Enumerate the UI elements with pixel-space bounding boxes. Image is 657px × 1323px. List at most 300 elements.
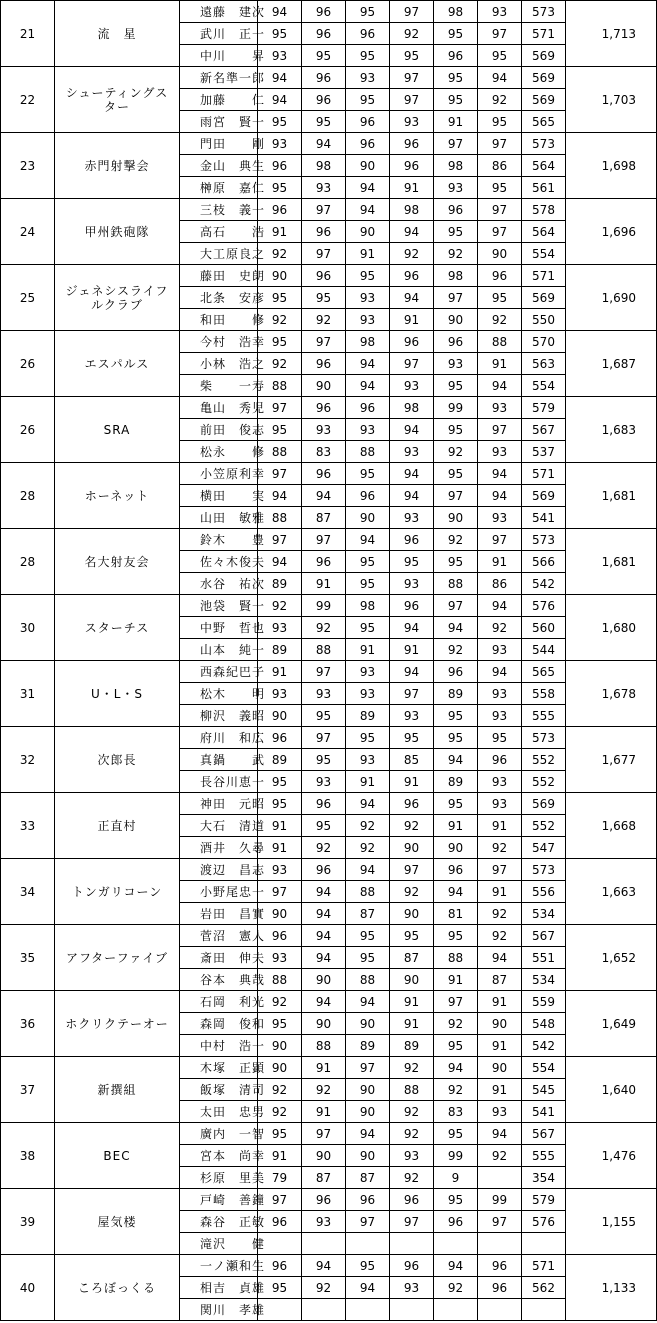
series-score: 93 (346, 287, 390, 309)
series-score: 97 (302, 727, 346, 749)
series-score: 94 (346, 1277, 390, 1299)
series-score: 94 (258, 67, 302, 89)
series-score: 96 (258, 1255, 302, 1277)
series-score: 92 (258, 595, 302, 617)
member-name: 亀山 秀児 (180, 397, 258, 419)
series-score: 92 (390, 243, 434, 265)
series-score: 96 (390, 529, 434, 551)
member-subtotal: 564 (522, 155, 566, 177)
series-score: 95 (258, 1013, 302, 1035)
series-score: 94 (302, 925, 346, 947)
series-score: 96 (434, 199, 478, 221)
series-score: 95 (434, 67, 478, 89)
series-score: 81 (434, 903, 478, 925)
member-subtotal: 567 (522, 1123, 566, 1145)
series-score: 95 (478, 45, 522, 67)
series-score: 91 (478, 1079, 522, 1101)
table-row (1, 529, 657, 551)
series-score: 97 (302, 1123, 346, 1145)
series-score: 90 (434, 309, 478, 331)
series-score: 93 (478, 683, 522, 705)
member-subtotal: 544 (522, 639, 566, 661)
series-score: 93 (478, 771, 522, 793)
member-name: 水谷 祐次 (180, 573, 258, 595)
series-score: 89 (434, 683, 478, 705)
member-subtotal: 542 (522, 573, 566, 595)
series-score: 96 (302, 89, 346, 111)
series-score: 87 (346, 1167, 390, 1189)
member-subtotal: 554 (522, 1057, 566, 1079)
member-name: 前田 俊志 (180, 419, 258, 441)
series-score: 92 (302, 837, 346, 859)
series-score: 98 (302, 155, 346, 177)
table-row (1, 1255, 657, 1277)
team-name: スターチス (55, 595, 180, 661)
series-score: 90 (258, 265, 302, 287)
series-score: 95 (346, 265, 390, 287)
series-score (478, 1233, 522, 1255)
series-score: 95 (302, 45, 346, 67)
series-score: 83 (302, 441, 346, 463)
series-score: 97 (434, 485, 478, 507)
series-score: 90 (346, 155, 390, 177)
series-score: 90 (302, 1145, 346, 1167)
member-name: 中野 哲也 (180, 617, 258, 639)
series-score: 95 (302, 287, 346, 309)
series-score: 89 (346, 1035, 390, 1057)
series-score: 96 (346, 133, 390, 155)
series-score: 95 (434, 89, 478, 111)
series-score: 96 (258, 727, 302, 749)
member-subtotal: 562 (522, 1277, 566, 1299)
series-score: 83 (434, 1101, 478, 1123)
series-score: 94 (346, 793, 390, 815)
series-score: 91 (346, 639, 390, 661)
series-score (346, 1233, 390, 1255)
series-score: 96 (390, 133, 434, 155)
series-score: 96 (346, 485, 390, 507)
series-score: 96 (390, 1255, 434, 1277)
series-score: 93 (346, 661, 390, 683)
team-name: 流 星 (55, 1, 180, 67)
member-subtotal: 552 (522, 749, 566, 771)
series-score: 95 (434, 419, 478, 441)
series-score: 88 (346, 441, 390, 463)
series-score: 88 (258, 969, 302, 991)
series-score: 91 (478, 1035, 522, 1057)
series-score: 96 (258, 925, 302, 947)
team-name: トンガリコーン (55, 859, 180, 925)
series-score: 96 (390, 265, 434, 287)
series-score: 94 (346, 1123, 390, 1145)
team-total: 1,155 (566, 1189, 657, 1255)
member-name: 山田 敏雅 (180, 507, 258, 529)
series-score: 95 (390, 45, 434, 67)
table-row (1, 67, 657, 89)
series-score: 94 (302, 881, 346, 903)
series-score: 92 (258, 309, 302, 331)
series-score: 96 (390, 155, 434, 177)
member-subtotal: 561 (522, 177, 566, 199)
member-name: 門田 剛 (180, 133, 258, 155)
series-score: 96 (478, 265, 522, 287)
member-name: 金山 典生 (180, 155, 258, 177)
team-total: 1,663 (566, 859, 657, 925)
series-score: 95 (258, 1123, 302, 1145)
team-rank: 23 (1, 133, 55, 199)
series-score: 93 (478, 1101, 522, 1123)
series-score: 97 (390, 353, 434, 375)
series-score: 93 (478, 1, 522, 23)
series-score: 94 (478, 947, 522, 969)
team-rank: 39 (1, 1189, 55, 1255)
series-score: 94 (302, 133, 346, 155)
series-score: 96 (302, 1, 346, 23)
series-score: 96 (346, 111, 390, 133)
table-row (1, 199, 657, 221)
series-score (390, 1299, 434, 1321)
member-name: 西森紀巴子 (180, 661, 258, 683)
series-score: 93 (390, 507, 434, 529)
member-name: 滝沢 健 (180, 1233, 258, 1255)
series-score: 94 (346, 859, 390, 881)
series-score: 95 (346, 617, 390, 639)
member-subtotal: 573 (522, 727, 566, 749)
team-total: 1,476 (566, 1123, 657, 1189)
series-score: 99 (302, 595, 346, 617)
member-subtotal: 571 (522, 463, 566, 485)
series-score: 93 (390, 441, 434, 463)
series-score: 93 (302, 771, 346, 793)
team-total: 1,698 (566, 133, 657, 199)
series-score: 91 (390, 771, 434, 793)
series-score: 94 (390, 287, 434, 309)
series-score: 98 (390, 199, 434, 221)
member-name: 佐々木俊夫 (180, 551, 258, 573)
series-score: 96 (346, 23, 390, 45)
series-score: 90 (258, 903, 302, 925)
series-score: 92 (302, 617, 346, 639)
member-name: 神田 元昭 (180, 793, 258, 815)
series-score: 94 (346, 991, 390, 1013)
series-score: 99 (434, 397, 478, 419)
series-score: 96 (302, 793, 346, 815)
series-score: 93 (258, 45, 302, 67)
team-name: 正直村 (55, 793, 180, 859)
member-subtotal: 541 (522, 1101, 566, 1123)
team-name: シューティングスター (55, 67, 180, 133)
member-name: 渡辺 昌志 (180, 859, 258, 881)
team-rank: 22 (1, 67, 55, 133)
team-name: 次郎長 (55, 727, 180, 793)
series-score: 93 (258, 859, 302, 881)
series-score: 95 (346, 1, 390, 23)
team-rank: 31 (1, 661, 55, 727)
series-score: 92 (390, 23, 434, 45)
member-subtotal: 578 (522, 199, 566, 221)
member-name: 山本 純一 (180, 639, 258, 661)
series-score: 86 (478, 155, 522, 177)
series-score: 92 (434, 1079, 478, 1101)
series-score: 94 (478, 67, 522, 89)
series-score: 92 (478, 309, 522, 331)
member-name: 北条 安彦 (180, 287, 258, 309)
series-score: 94 (434, 749, 478, 771)
member-subtotal: 547 (522, 837, 566, 859)
member-name: 酒井 久尋 (180, 837, 258, 859)
series-score: 88 (390, 1079, 434, 1101)
series-score: 92 (478, 903, 522, 925)
series-score: 91 (258, 661, 302, 683)
series-score: 92 (478, 617, 522, 639)
series-score: 95 (434, 705, 478, 727)
series-score: 95 (258, 287, 302, 309)
series-score: 92 (258, 1079, 302, 1101)
member-name: 菅沼 憲人 (180, 925, 258, 947)
member-subtotal: 569 (522, 89, 566, 111)
member-subtotal: 542 (522, 1035, 566, 1057)
series-score: 91 (478, 991, 522, 1013)
series-score: 97 (434, 991, 478, 1013)
series-score: 94 (258, 551, 302, 573)
series-score: 89 (346, 705, 390, 727)
series-score: 97 (478, 221, 522, 243)
member-subtotal: 573 (522, 133, 566, 155)
series-score (478, 1299, 522, 1321)
series-score: 95 (258, 419, 302, 441)
series-score: 88 (258, 375, 302, 397)
series-score: 94 (390, 463, 434, 485)
series-score: 89 (434, 771, 478, 793)
series-score: 93 (258, 683, 302, 705)
series-score: 94 (478, 1123, 522, 1145)
member-name: 太田 忠男 (180, 1101, 258, 1123)
series-score: 95 (434, 1035, 478, 1057)
series-score: 91 (258, 1145, 302, 1167)
series-score: 91 (390, 639, 434, 661)
series-score: 94 (302, 991, 346, 1013)
team-name: ホーネット (55, 463, 180, 529)
member-subtotal: 569 (522, 485, 566, 507)
series-score: 97 (478, 859, 522, 881)
series-score: 91 (258, 815, 302, 837)
series-score: 95 (390, 727, 434, 749)
team-rank: 28 (1, 463, 55, 529)
member-name: 関川 孝雄 (180, 1299, 258, 1321)
series-score: 90 (346, 1145, 390, 1167)
member-subtotal: 552 (522, 771, 566, 793)
series-score: 95 (302, 749, 346, 771)
series-score: 91 (478, 881, 522, 903)
team-total: 1,640 (566, 1057, 657, 1123)
series-score: 94 (302, 903, 346, 925)
series-score: 97 (258, 1189, 302, 1211)
series-score: 96 (302, 463, 346, 485)
series-score: 87 (390, 947, 434, 969)
member-name: 木塚 正顕 (180, 1057, 258, 1079)
series-score: 90 (346, 221, 390, 243)
table-row (1, 595, 657, 617)
series-score: 91 (346, 243, 390, 265)
series-score: 97 (478, 529, 522, 551)
series-score: 91 (258, 221, 302, 243)
series-score: 95 (478, 111, 522, 133)
series-score: 95 (478, 177, 522, 199)
series-score: 97 (258, 397, 302, 419)
series-score: 97 (302, 331, 346, 353)
team-rank: 26 (1, 331, 55, 397)
series-score: 96 (434, 45, 478, 67)
member-name: 相吉 貞雄 (180, 1277, 258, 1299)
team-total: 1,668 (566, 793, 657, 859)
series-score: 93 (258, 617, 302, 639)
series-score: 93 (390, 1145, 434, 1167)
series-score: 93 (434, 177, 478, 199)
team-total: 1,680 (566, 595, 657, 661)
series-score: 91 (434, 815, 478, 837)
member-subtotal: 548 (522, 1013, 566, 1035)
series-score: 96 (390, 331, 434, 353)
series-score: 98 (434, 1, 478, 23)
series-score: 96 (346, 397, 390, 419)
table-row (1, 463, 657, 485)
member-subtotal: 556 (522, 881, 566, 903)
member-subtotal: 569 (522, 793, 566, 815)
series-score: 88 (434, 573, 478, 595)
team-rank: 33 (1, 793, 55, 859)
series-score: 96 (390, 595, 434, 617)
team-total: 1,681 (566, 463, 657, 529)
series-score: 94 (478, 485, 522, 507)
series-score: 92 (390, 1123, 434, 1145)
team-total: 1,690 (566, 265, 657, 331)
series-score: 92 (434, 441, 478, 463)
series-score (346, 1299, 390, 1321)
series-score: 93 (478, 705, 522, 727)
series-score: 95 (302, 111, 346, 133)
series-score: 98 (434, 155, 478, 177)
series-score: 93 (434, 353, 478, 375)
series-score: 96 (302, 353, 346, 375)
series-score: 96 (302, 1189, 346, 1211)
series-score: 85 (390, 749, 434, 771)
series-score: 94 (390, 617, 434, 639)
series-score: 92 (302, 1277, 346, 1299)
table-row (1, 397, 657, 419)
member-name: 大石 清道 (180, 815, 258, 837)
series-score: 95 (258, 1277, 302, 1299)
series-score (434, 1299, 478, 1321)
series-score: 96 (478, 749, 522, 771)
series-score: 87 (478, 969, 522, 991)
team-rank: 36 (1, 991, 55, 1057)
team-name: U・L・S (55, 661, 180, 727)
series-score: 96 (302, 67, 346, 89)
member-subtotal: 534 (522, 903, 566, 925)
series-score: 88 (478, 331, 522, 353)
series-score: 95 (258, 23, 302, 45)
member-subtotal: 567 (522, 419, 566, 441)
table-row (1, 859, 657, 881)
series-score: 94 (346, 199, 390, 221)
series-score: 87 (302, 507, 346, 529)
series-score: 90 (302, 375, 346, 397)
team-total: 1,713 (566, 1, 657, 67)
series-score: 95 (434, 793, 478, 815)
series-score: 93 (346, 749, 390, 771)
member-name: 真鍋 武 (180, 749, 258, 771)
member-subtotal (522, 1233, 566, 1255)
series-score: 92 (478, 925, 522, 947)
series-score: 94 (346, 353, 390, 375)
series-score: 95 (390, 551, 434, 573)
series-score: 87 (302, 1167, 346, 1189)
team-total: 1,652 (566, 925, 657, 991)
series-score: 93 (346, 67, 390, 89)
series-score: 97 (258, 529, 302, 551)
series-score: 92 (434, 1013, 478, 1035)
member-name: 大工原良之 (180, 243, 258, 265)
member-name: 飯塚 清司 (180, 1079, 258, 1101)
series-score: 96 (302, 397, 346, 419)
series-score: 95 (434, 1189, 478, 1211)
series-score: 95 (346, 947, 390, 969)
series-score: 94 (478, 463, 522, 485)
series-score: 90 (390, 837, 434, 859)
series-score: 95 (346, 727, 390, 749)
member-subtotal: 571 (522, 23, 566, 45)
member-name: 和田 修 (180, 309, 258, 331)
series-score: 97 (478, 133, 522, 155)
member-subtotal: 555 (522, 705, 566, 727)
series-score: 97 (302, 199, 346, 221)
member-subtotal: 571 (522, 1255, 566, 1277)
team-rank: 32 (1, 727, 55, 793)
series-score: 91 (390, 309, 434, 331)
series-score: 90 (346, 1013, 390, 1035)
series-score: 92 (434, 243, 478, 265)
member-subtotal: 554 (522, 243, 566, 265)
member-subtotal: 558 (522, 683, 566, 705)
series-score: 90 (478, 1013, 522, 1035)
series-score: 95 (434, 925, 478, 947)
team-rank: 28 (1, 529, 55, 595)
team-rank: 38 (1, 1123, 55, 1189)
team-rank: 24 (1, 199, 55, 265)
member-name: 横田 実 (180, 485, 258, 507)
team-rank: 21 (1, 1, 55, 67)
table-row (1, 1189, 657, 1211)
series-score: 94 (434, 617, 478, 639)
series-score: 88 (302, 1035, 346, 1057)
series-score: 93 (390, 1277, 434, 1299)
series-score: 95 (258, 177, 302, 199)
team-total: 1,687 (566, 331, 657, 397)
series-score: 99 (434, 1145, 478, 1167)
member-subtotal: 534 (522, 969, 566, 991)
series-score: 96 (434, 859, 478, 881)
member-subtotal: 573 (522, 1, 566, 23)
series-score: 94 (258, 89, 302, 111)
member-subtotal: 571 (522, 265, 566, 287)
series-score: 93 (478, 639, 522, 661)
series-score: 97 (258, 881, 302, 903)
series-score: 92 (434, 1277, 478, 1299)
series-score: 91 (302, 573, 346, 595)
team-rank: 25 (1, 265, 55, 331)
series-score: 97 (302, 661, 346, 683)
member-subtotal: 576 (522, 595, 566, 617)
